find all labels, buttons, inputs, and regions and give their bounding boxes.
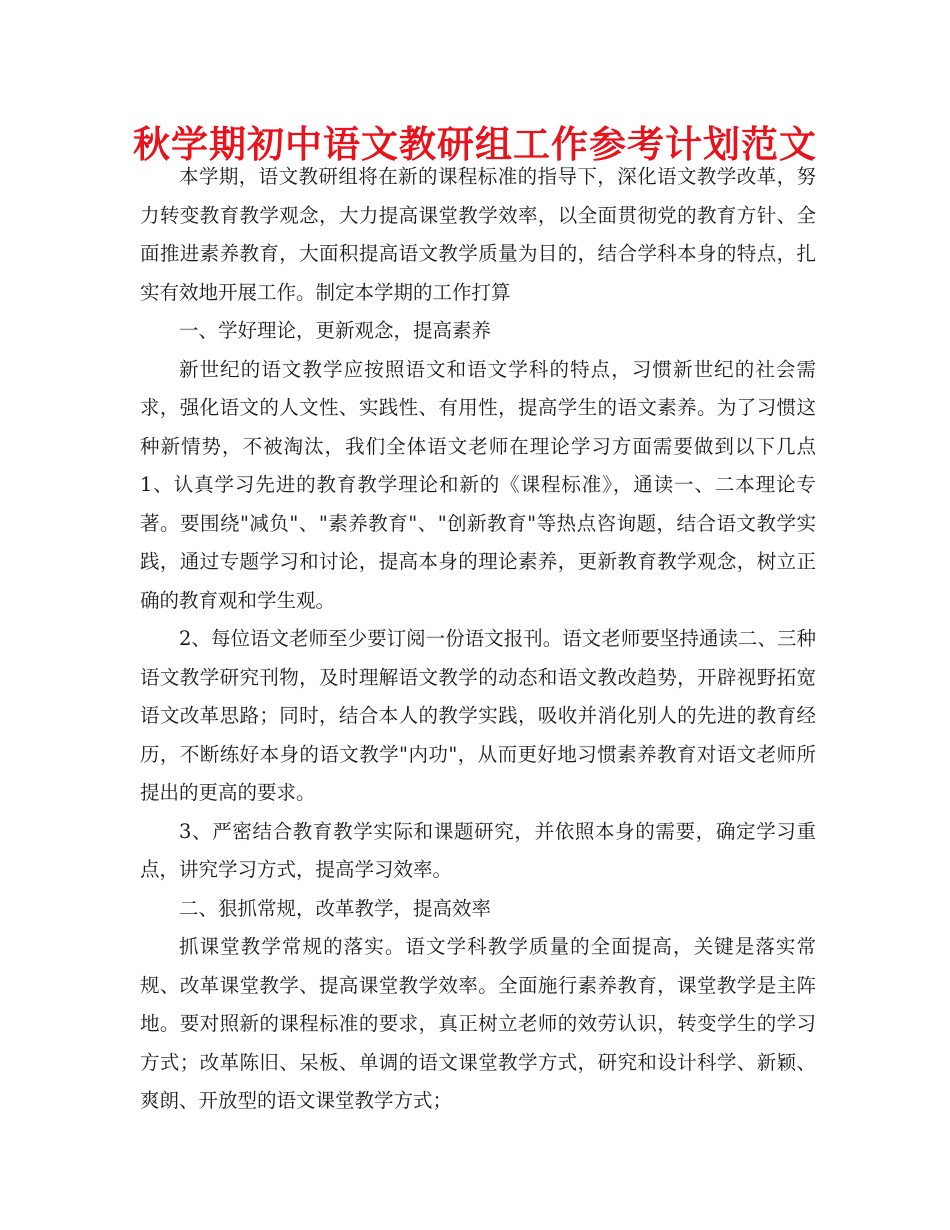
paragraph-point-2: 2、每位语文老师至少要订阅一份语文报刊。语文老师要坚持通读二、三种语文教学研究刊物，及时理解语文教学的动态和语文教改趋势，开辟视野拓宽语文改革思路；同时，结合本人的教学实践，吸收并消化别人的先进的教育经历，不断练好本身的语文教学"内功"，从而更好地习惯素养教育对语文老师所提出的更高的要求。 (140, 627, 816, 804)
section-heading-2: 二、狠抓常规，改革教学，提高效率 (179, 896, 492, 920)
paragraph-intro: 本学期，语文教研组将在新的课程标准的指导下，深化语文教学改革，努力转变教育教学观念，大力提高课堂教学效率，以全面贯彻党的教育方针、全面推进素养教育，大面积提高语文教学质量为目的，结合学科本身的特点，扎实有效地开展工作。制定本学期的工作打算 (140, 165, 816, 304)
paragraph-theory: 新世纪的语文教学应按照语文和语文学科的特点，习惯新世纪的社会需求，强化语文的人文性、实践性、有用性，提高学生的语文素养。为了习惯这种新情势，不被淘汰，我们全体语文老师在理论学习方面需要做到以下几点 1、认真学习先进的教育教学理论和新的《课程标准》，通读一、二本理论专著。要围绕"减负"、"素养教育"、"创新教育"等热点咨询题，结合语文教学实践，通过专题学习和讨论，提高本身的理论素养，更新教育教学观念，树立正确的教育观和学生观。 (140, 357, 856, 612)
paragraph-point-3: 3、严密结合教育教学实际和课题研究，并依照本身的需要，确定学习重点，讲究学习方式，提高学习效率。 (140, 819, 816, 881)
document-body (140, 158, 856, 1121)
document-title: 秋学期初中语文教研组工作参考计划范文 (133, 122, 817, 166)
paragraph-classroom: 抓课堂教学常规的落实。语文学科教学质量的全面提高，关键是落实常规、改革课堂教学、提高课堂教学效率。全面施行素养教育，课堂教学是主阵地。要对照新的课程标准的要求，真正树立老师的效劳认识，转变学生的学习方式；改革陈旧、呆板、单调的语文课堂教学方式，研究和设计科学、新颖、爽朗、开放型的语文课堂教学方式； (140, 935, 816, 1112)
section-heading-1: 一、学好理论，更新观念，提高素养 (179, 319, 492, 342)
